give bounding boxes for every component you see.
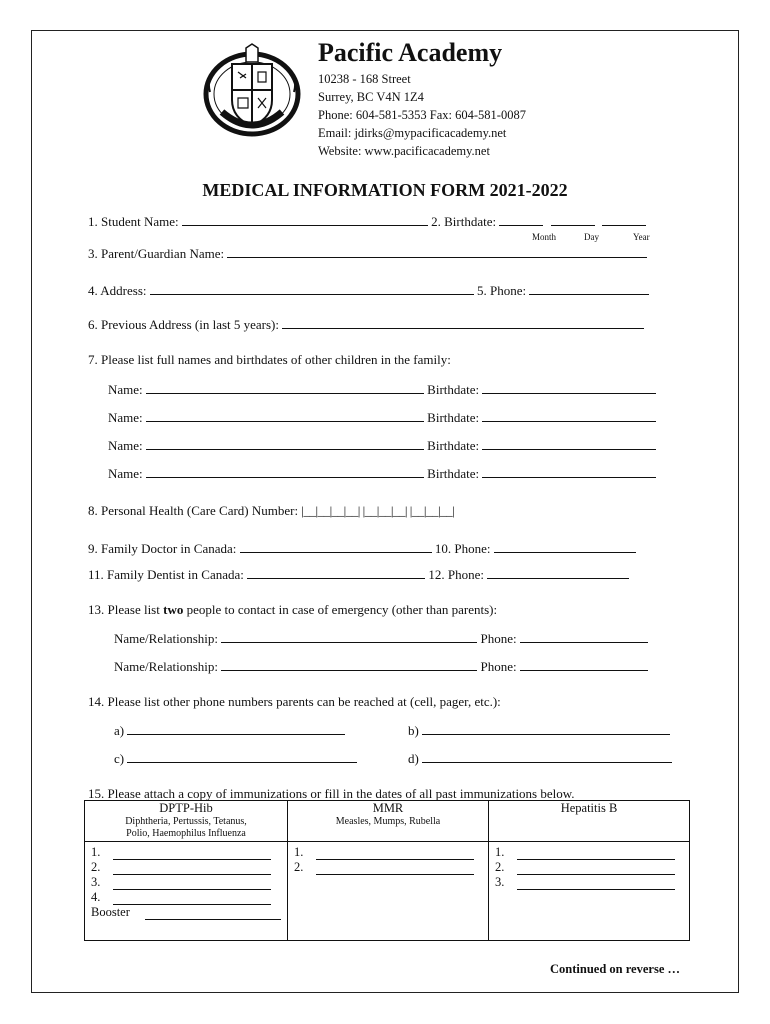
emergency-phone-field[interactable] — [520, 630, 648, 643]
phone10-field[interactable] — [494, 540, 636, 553]
dose-number: 3. — [495, 875, 505, 889]
student-name-row — [88, 213, 646, 230]
hepb-header — [489, 801, 690, 842]
dentist-label: 11. Family Dentist in Canada: — [88, 567, 244, 582]
child-birthdate-label: Birthdate: — [427, 382, 480, 397]
dose-date-field[interactable] — [316, 848, 474, 860]
address-line-2: Surrey, BC V4N 1Z4 — [318, 90, 424, 104]
phone12-field[interactable] — [487, 566, 629, 579]
phone-a-field[interactable] — [127, 722, 345, 735]
phone5-label: 5. Phone: — [477, 283, 527, 298]
dose-number: 4. — [91, 890, 101, 904]
child-name-field[interactable] — [146, 381, 424, 394]
doctor-row — [88, 540, 636, 557]
mmr-dose-1 — [294, 845, 482, 860]
child-name-label: Name: — [108, 382, 143, 397]
care-card-label: 8. Personal Health (Care Card) Number: — [88, 503, 299, 518]
emergency-intro-text: people to contact in case of emergency (other than parents): — [183, 602, 498, 617]
dose-number: 2. — [91, 860, 101, 874]
dose-date-field[interactable] — [517, 878, 675, 890]
phone-b-field[interactable] — [422, 722, 670, 735]
emergency-contact-row — [114, 630, 648, 647]
dptp-dose-3 — [91, 875, 281, 890]
child-name-field[interactable] — [146, 437, 424, 450]
name-relationship-label: Name/Relationship: — [114, 631, 218, 646]
parent-name-field[interactable] — [227, 245, 647, 258]
dptp-header — [85, 801, 288, 842]
dose-date-field[interactable] — [113, 848, 271, 860]
birth-day-field[interactable] — [551, 213, 595, 226]
phone-c-label: c) — [114, 751, 125, 766]
student-name-label: 1. Student Name: — [88, 214, 179, 229]
child-row — [108, 409, 656, 426]
emergency-phone-label: Phone: — [480, 659, 517, 674]
child-name-field[interactable] — [146, 409, 424, 422]
form-title: MEDICAL INFORMATION FORM 2021-2022 — [202, 180, 568, 200]
email-line: Email: jdirks@mypacificacademy.net — [318, 126, 507, 140]
prev-address-row — [88, 316, 644, 333]
dose-date-field[interactable] — [517, 863, 675, 875]
dose-date-field[interactable] — [517, 848, 675, 860]
phone-d-field[interactable] — [422, 750, 672, 763]
hepb-title: Hepatitis B — [560, 801, 618, 815]
dose-number: 1. — [294, 845, 304, 859]
mmr-cell — [288, 842, 489, 941]
other-phones-intro: 14. Please list other phone numbers parents can be reached at (cell, pager, etc.): — [88, 694, 501, 709]
emergency-contact-row — [114, 658, 648, 675]
child-row — [108, 381, 656, 398]
day-caption: Day — [584, 232, 599, 242]
parent-name-label: 3. Parent/Guardian Name: — [88, 246, 225, 261]
dentist-row — [88, 566, 629, 583]
hepb-dose-2 — [495, 860, 683, 875]
emergency-intro-bold: two — [163, 602, 184, 617]
child-row — [108, 465, 656, 482]
child-birthdate-label: Birthdate: — [427, 438, 480, 453]
continued-note: Continued on reverse … — [550, 962, 680, 976]
child-name-label: Name: — [108, 466, 143, 481]
phone-c-field[interactable] — [127, 750, 357, 763]
mmr-sub: Measles, Mumps, Rubella — [335, 816, 441, 827]
phone5-field[interactable] — [529, 282, 649, 295]
phone-c-row — [114, 750, 357, 767]
phone-b-row — [408, 722, 670, 739]
care-card-boxes[interactable]: |__|__|__|__| |__|__|__| |__|__|__| — [301, 503, 455, 518]
hepb-dose-3 — [495, 875, 683, 890]
name-relationship-label: Name/Relationship: — [114, 659, 218, 674]
dptp-cell — [85, 842, 288, 941]
dose-date-field[interactable] — [113, 863, 271, 875]
dose-number: 1. — [495, 845, 505, 859]
emergency-phone-label: Phone: — [480, 631, 517, 646]
booster-label: Booster — [91, 905, 130, 919]
doctor-field[interactable] — [240, 540, 432, 553]
birthdate-label: 2. Birthdate: — [431, 214, 497, 229]
dose-date-field[interactable] — [316, 863, 474, 875]
dose-date-field[interactable] — [113, 893, 271, 905]
dose-date-field[interactable] — [113, 878, 271, 890]
birth-month-field[interactable] — [499, 213, 543, 226]
dptp-dose-4 — [91, 890, 281, 905]
child-birthdate-field[interactable] — [482, 465, 656, 478]
school-crest-logo — [202, 42, 302, 142]
address-field[interactable] — [150, 282, 474, 295]
website-line: Website: www.pacificacademy.net — [318, 144, 490, 158]
dptp-dose-1 — [91, 845, 281, 860]
immunizations-intro: 15. Please attach a copy of immunizations or fill in the dates of all past immunizations below. — [88, 786, 575, 801]
hepb-dose-1 — [495, 845, 683, 860]
prev-address-field[interactable] — [282, 316, 644, 329]
dose-number: 2. — [294, 860, 304, 874]
phone-d-row — [408, 750, 672, 767]
dose-number: 1. — [91, 845, 101, 859]
booster-date-field[interactable] — [145, 908, 281, 920]
emergency-intro-text: 13. Please list — [88, 602, 164, 617]
month-caption: Month — [532, 232, 557, 242]
mmr-dose-2 — [294, 860, 482, 875]
table-body-row — [85, 842, 690, 941]
phone-fax-line: Phone: 604-581-5353 Fax: 604-581-0087 — [318, 108, 526, 122]
hepb-cell — [489, 842, 690, 941]
dptp-dose-2 — [91, 860, 281, 875]
emergency-phone-field[interactable] — [520, 658, 648, 671]
address-row — [88, 282, 649, 299]
child-row — [108, 437, 656, 454]
child-name-label: Name: — [108, 410, 143, 425]
table-header-row — [85, 801, 690, 842]
phone-a-label: a) — [114, 723, 125, 738]
student-name-field[interactable] — [182, 213, 428, 226]
address-line-1: 10238 - 168 Street — [318, 72, 411, 86]
prev-address-label: 6. Previous Address (in last 5 years): — [88, 317, 280, 332]
child-birthdate-field[interactable] — [482, 437, 656, 450]
parent-name-row — [88, 245, 647, 262]
child-birthdate-field[interactable] — [482, 409, 656, 422]
care-card-row — [88, 503, 454, 519]
birth-year-field[interactable] — [602, 213, 646, 226]
dptp-sub2: Polio, Haemophilus Influenza — [126, 828, 246, 839]
dptp-booster — [91, 905, 281, 920]
immunization-table — [84, 800, 690, 941]
name-relationship-field[interactable] — [221, 658, 477, 671]
phone-b-label: b) — [408, 723, 419, 738]
dentist-field[interactable] — [247, 566, 425, 579]
phone-d-label: d) — [408, 751, 419, 766]
child-name-field[interactable] — [146, 465, 424, 478]
address-label: 4. Address: — [88, 283, 147, 298]
year-caption: Year — [633, 232, 650, 242]
school-name: Pacific Academy — [318, 38, 503, 67]
phone10-label: 10. Phone: — [434, 541, 491, 556]
phone12-label: 12. Phone: — [428, 567, 484, 582]
child-birthdate-field[interactable] — [482, 381, 656, 394]
name-relationship-field[interactable] — [221, 630, 477, 643]
dptp-title: DPTP-Hib — [159, 801, 213, 815]
doctor-label: 9. Family Doctor in Canada: — [88, 541, 237, 556]
child-birthdate-label: Birthdate: — [427, 466, 480, 481]
child-name-label: Name: — [108, 438, 143, 453]
mmr-header — [288, 801, 489, 842]
phone-a-row — [114, 722, 345, 739]
dptp-sub1: Diphtheria, Pertussis, Tetanus, — [125, 816, 247, 827]
children-intro: 7. Please list full names and birthdates of other children in the family: — [88, 352, 451, 367]
mmr-title: MMR — [372, 801, 404, 815]
emergency-intro — [88, 602, 497, 618]
child-birthdate-label: Birthdate: — [427, 410, 480, 425]
dose-number: 3. — [91, 875, 101, 889]
dose-number: 2. — [495, 860, 505, 874]
